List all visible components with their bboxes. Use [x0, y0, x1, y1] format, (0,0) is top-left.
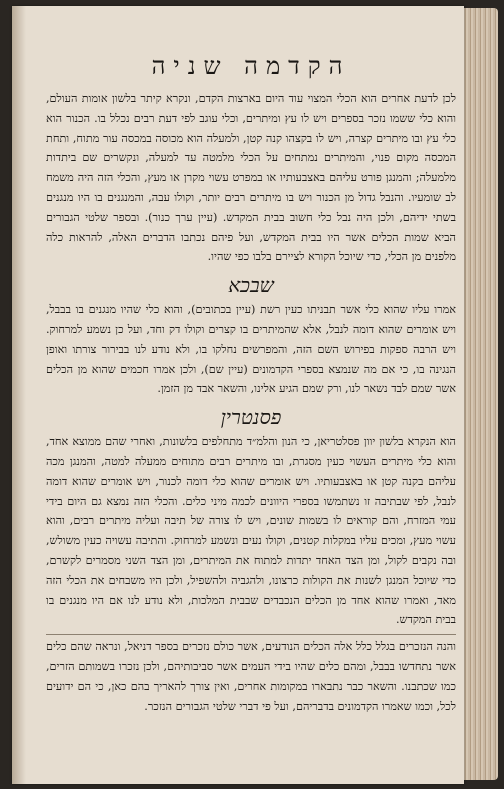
page-content	[46, 52, 456, 716]
book-page	[12, 6, 464, 784]
intro-paragraph: לכן לדעת אחרים הוא הכלי המצוי עוד היום בארצות הקדם, ונקרא קיתר בלשון אומות העולם, והוא כלי ששמו נזכר בספרים ויש לו עץ ומיתרים, וכלי עוגב לפי דעת רבים נכלל בו. הכנור הוא כלי עץ ובו מיתרים קצרה, ויש לו בקצהו קנה קטן, ולמעלה הוא מכוסה במכסה עור מתוח, ותחת המכסה מקום פנוי, והמיתרים נמתחים על הכלי מלמטה עד למעלה, ונקשרים שם ביתדות מלמעלה; והמנגן פורט עליהם באצבעותיו או במפרט עשוי מקרן או מעץ, והכלי הזה היה משמח לב שומעיו. והנבל גדול מן הכנור ויש בו מיתרים רבים יותר, וקולו עבה, והמנגנים בו היו מנגנים בשתי ידיהם, ולכן היה נבל כלי חשוב בבית המקדש. (עיין ערך כנור). ובספר שלטי הגבורים הביא שמות הכלים אשר היו בבית המקדש, ועל פיהם נכתבו הדברים האלה, להראות כלה מלפנים מן הכלי, כדי שיוכל הקורא לציירם בלבו כפי שהיו.	[46, 92, 456, 264]
page-edges	[458, 8, 498, 780]
divider	[46, 634, 456, 635]
closing-paragraph: והנה הנזכרים בגלל כלל אלה הכלים הנודעים, אשר כולם נזכרים בספר דניאל, ונראה שהם כלים אשר נתחדשו בבבל, ומהם כלים שהיו בידי העמים אשר סביבותיהם, ולכן נזכרו בשמותם הזרים, כמו שכתבנו. והשאר כבר נתבארו במקומות אחרים, ואין צורך להאריך בהם כאן, כי הם ידועים לכל, וכמו שאמרו הקדמונים בדבריהם, ועל פי דברי שלטי הגבורים הנזכר.	[46, 640, 456, 713]
section-heading-psanterin: פסנטרין	[220, 405, 282, 430]
page-gutter	[12, 6, 26, 784]
page-title: הקדמה שניה	[151, 52, 351, 80]
section-paragraph-sabka: אמרו עליו שהוא כלי אשר תבניתו כעין רשת (עיין בכתובים), והוא כלי שהיו מנגנים בו בבבל, ויש אומרים שהוא דומה לנבל, אלא שהמיתרים בו קצרים וקולו דק וחד, ועל כן נשמע למרחוק. ויש הרבה ספקות בפירוש השם הזה, והמפרשים נחלקו בו, ולא נודע לנו בבירור צורתו ואופן הנגינה בו, כי אם מה שנמצא בספרי הקדמונים (עיין שם), ולכן אמרו חכמים שהוא מן הכלים אשר שמם לבד נשאר לנו, ורק שמם הגיע אלינו, והשאר אבד מן הזמן.	[46, 303, 456, 396]
section-paragraph-psanterin: הוא הנקרא בלשון יוון פסלטריאן, כי הנון והלמ״ד מתחלפים בלשונות, ואחרי שהם ממוצא אחד, והוא כלי מיתרים העשוי כעין מסגרת, ובו מיתרים רבים מתוחים ממעלה למטה, והמנגן מכה עליהם בקנה קטן או באצבעותיו. ויש אומרים שהוא כלי דומה לכנור, ויש אומרים שהוא דומה לנבל, לפי שבתיבה זו נשתמשו בספרי היוונים לכמה מיני כלים. והכלי הזה נמצא גם היום בידי עמי המזרח, והם קוראים לו בשמות שונים, ויש לו צורה של תיבה ועליה מיתרים רבים, והוא עשוי מעץ, ומכים עליו במקלות קטנים, וקולו נעים ונשמע למרחוק. והתיבה עשויה כעין משולש, ובה נקבים לקול, ומן הצד האחד יתדות למתוח את המיתרים, ומן הצד השני מסמרים לקשרם, כדי שיוכל המנגן לשנות את הקולות כרצונו, ולהגביה ולהשפיל, ולכן היו משבחים את הכלי הזה מאד, ואמרו שהוא אחד מן הכלים הנכבדים שבבית המלכות, ולא נודע לנו אם היו מנגנים בו בבית המקדש.	[46, 435, 456, 627]
section-heading-sabka: שבכא	[228, 273, 274, 298]
